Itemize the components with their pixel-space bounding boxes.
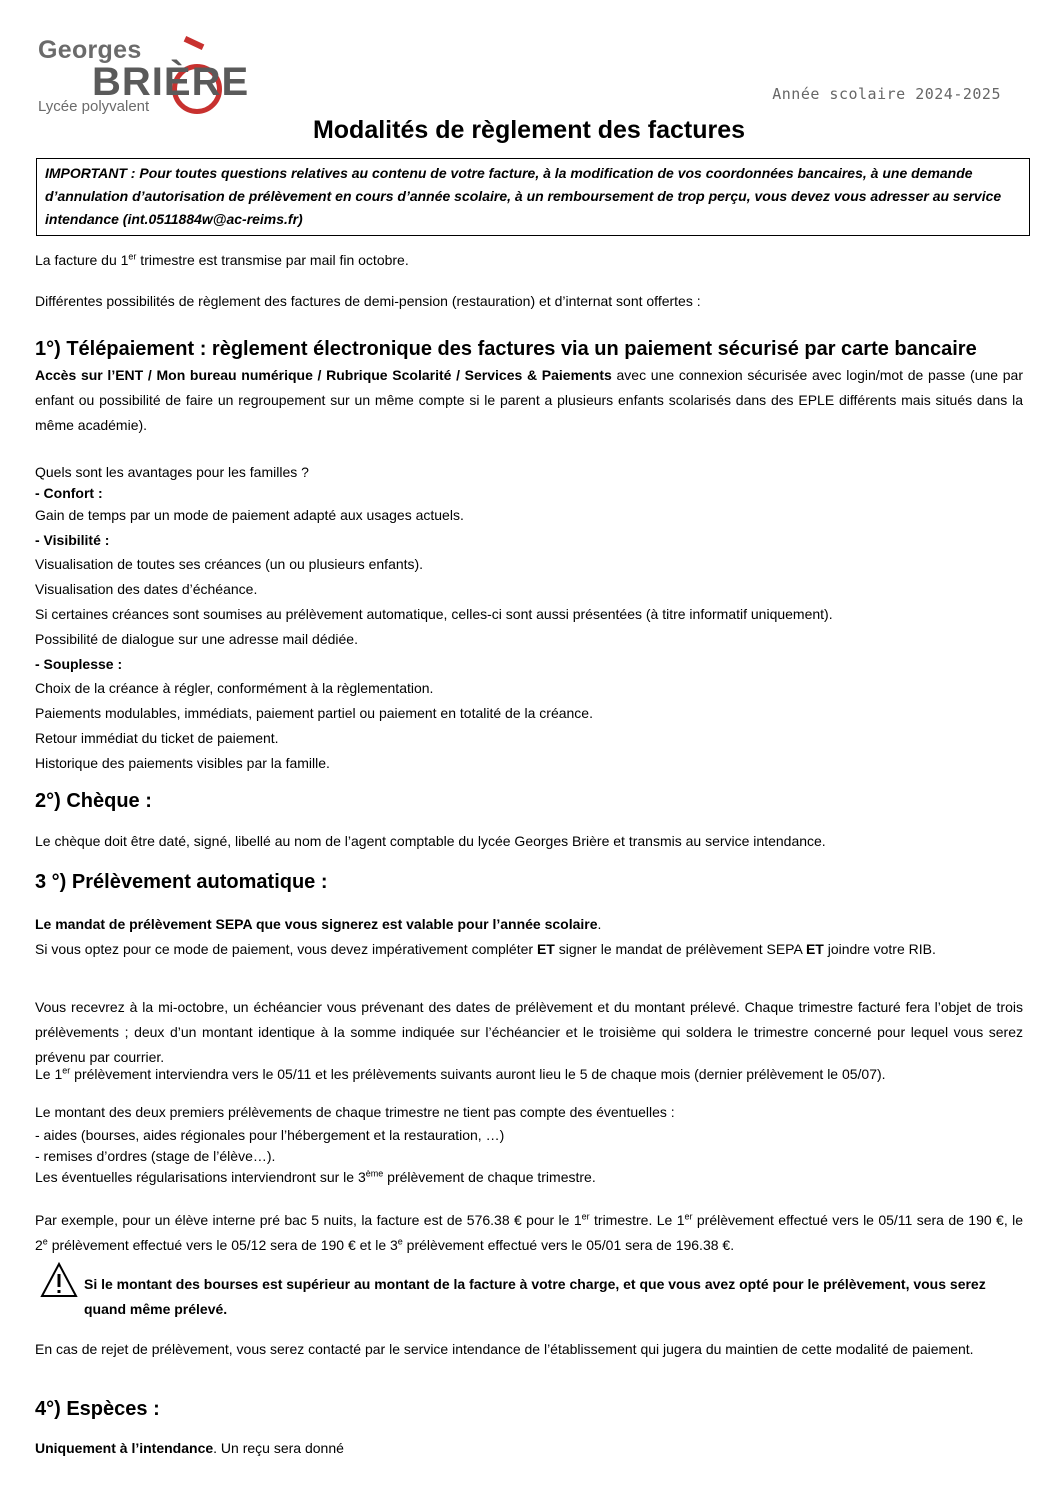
section3-et-2: ET [805,941,824,957]
section3-mandat [35,912,1023,962]
intro-line-2: Différentes possibilités de règlement des factures de demi-pension (restauration) et d’internat sont offertes : [35,293,701,309]
example-sup-4: e [397,1236,403,1247]
visibilite-item-1: Visualisation de toutes ses créances (un ou plusieurs enfants). [35,556,424,572]
section3-montant-intro: Le montant des deux premiers prélèvements de chaque trimestre ne tient pas compte des éventuelles : [35,1104,675,1120]
logo-accent-mark [184,36,205,50]
example-b: trimestre. Le 1 [589,1212,685,1228]
intro-sup: er [128,251,137,262]
example-sup-3: e [42,1236,48,1247]
visibilite-item-2: Visualisation des dates d’échéance. [35,581,258,597]
souplesse-label [35,652,1023,677]
regul-a: Les éventuelles régularisations interviendront sur le 3 [35,1169,366,1185]
logo-briere: BRIÈRE [92,60,250,104]
souplesse-item-1: Choix de la créance à régler, conformément à la règlementation. [35,680,434,696]
section3-rejet: En cas de rejet de prélèvement, vous serez contacté par le service intendance de l’établissement qui jugera du maintien de cette modalité de paiement. [35,1341,974,1357]
intro-line-1 [35,248,1023,273]
section1-access [35,363,1023,438]
souplesse-item-2: Paiements modulables, immédiats, paiement partiel ou paiement en totalité de la créance. [35,705,593,721]
logo-georges: Georges [38,36,142,64]
section3-mandat-bold: Le mandat de prélèvement SEPA que vous signerez est valable pour l’année scolaire [35,916,598,932]
section3-aides: - aides (bourses, aides régionales pour l’hébergement et la restauration, …) [35,1127,505,1143]
example-c: prélèvement effectué vers le 05/11 sera de 190 €, le 2 [35,1212,1023,1253]
souplesse-item-3: Retour immédiat du ticket de paiement. [35,730,279,746]
section3-heading: 3 °) Prélèvement automatique : [35,871,328,893]
example-sup-1: er [581,1211,590,1222]
visibilite-label-text: - Visibilité : [35,532,110,548]
regul-b: prélèvement de chaque trimestre. [383,1169,596,1185]
section3-example [35,1208,1023,1258]
logo-subtitle: Lycée polyvalent [38,98,150,115]
section3-first-debit [35,1062,1023,1087]
section2-text: Le chèque doit être daté, signé, libellé au nom de l’agent comptable du lycée Georges Brière et transmis au service intendance. [35,833,826,849]
intro-text-a: La facture du 1 [35,252,129,268]
first-debit-a: Le 1 [35,1066,63,1082]
section3-opt-c: joindre votre RIB. [823,941,936,957]
section1-access-path: Accès sur l’ENT / Mon bureau numérique / Rubrique Scolarité / Services & Paiements [35,367,612,383]
section3-mandat-dot: . [597,916,602,932]
important-text: IMPORTANT : Pour toutes questions relatives au contenu de votre facture, à la modification de vos coordonnées bancaires, à une demande d’annulation d’autorisation de prélèvement en cours d’année scolaire, à un remboursement de trop perçu, vous devez vous adresser au service intendance (int.0511884w@ac-reims.fr) [45,165,1002,227]
example-a: Par exemple, pour un élève interne pré bac 5 nuits, la facture est de 576.38 € pour le 1 [35,1212,582,1228]
section3-opt-a: Si vous optez pour ce mode de paiement, vous devez impérativement compléter [35,941,537,957]
visibilite-label [35,528,1023,553]
section4-text-bold: Uniquement à l’intendance [35,1440,214,1456]
section3-remises: - remises d’ordres (stage de l’élève…). [35,1148,276,1164]
visibilite-item-4: Possibilité de dialogue sur une adresse mail dédiée. [35,631,358,647]
regul-sup: ème [365,1168,384,1179]
important-notice [36,158,1030,236]
section3-opt-b: signer le mandat de prélèvement SEPA [554,941,806,957]
section3-regularisation [35,1165,1023,1190]
example-e: prélèvement effectué vers le 05/01 sera de 196.38 €. [402,1237,735,1253]
section4-text-rest: . Un reçu sera donné [213,1440,344,1456]
school-logo [34,34,274,120]
warning-icon [40,1262,78,1298]
section1-question: Quels sont les avantages pour les familles ? [35,464,309,480]
section2-heading: 2°) Chèque : [35,790,152,812]
section3-et-1: ET [536,941,555,957]
section1-heading: 1°) Télépaiement : règlement électronique des factures via un paiement sécurisé par carte bancaire [35,338,977,360]
visibilite-item-3: Si certaines créances sont soumises au prélèvement automatique, celles-ci sont aussi présentées (à titre informatif uniquement). [35,606,833,622]
souplesse-item-4: Historique des paiements visibles par la famille. [35,755,330,771]
souplesse-label-text: - Souplesse : [35,656,123,672]
first-debit-b: prélèvement interviendra vers le 05/11 et les prélèvements suivants auront lieu le 5 de chaque mois (dernier prélèvement le 05/07). [70,1066,886,1082]
example-d: prélèvement effectué vers le 05/12 sera de 190 € et le 3 [47,1237,398,1253]
page-title: Modalités de règlement des factures [312,116,746,144]
confort-label-text: - Confort : [35,485,103,501]
section4-text [35,1436,1023,1461]
section3-warning: Si le montant des bourses est supérieur au montant de la facture à votre charge, et que vous avez opté pour le prélèvement, vous serez quand même prélevé. [84,1276,986,1317]
school-year: Année scolaire 2024-2025 [772,85,1001,103]
example-sup-2: er [684,1211,693,1222]
confort-item-1: Gain de temps par un mode de paiement adapté aux usages actuels. [35,507,464,523]
intro-text-b: trimestre est transmise par mail fin octobre. [136,252,409,268]
first-debit-sup: er [62,1065,71,1076]
section4-heading: 4°) Espèces : [35,1398,160,1420]
section1-access-rest: avec une connexion sécurisée avec login/mot de passe (une par enfant ou possibilité de faire un regroupement sur un même compte si le parent a plusieurs enfants scolarisés dans des EPLE différents mais situés dans la même académie). [35,367,1023,433]
section3-echeancier: Vous recevrez à la mi-octobre, un échéancier vous prévenant des dates de prélèvement et du montant prélevé. Chaque trimestre facturé fera l’objet de trois prélèvements ; deux d’un montant identique à la somme indiquée sur l’échéancier et le troisième qui soldera le trimestre concerné pour lequel vous serez prévenu par courrier. [35,999,1023,1065]
